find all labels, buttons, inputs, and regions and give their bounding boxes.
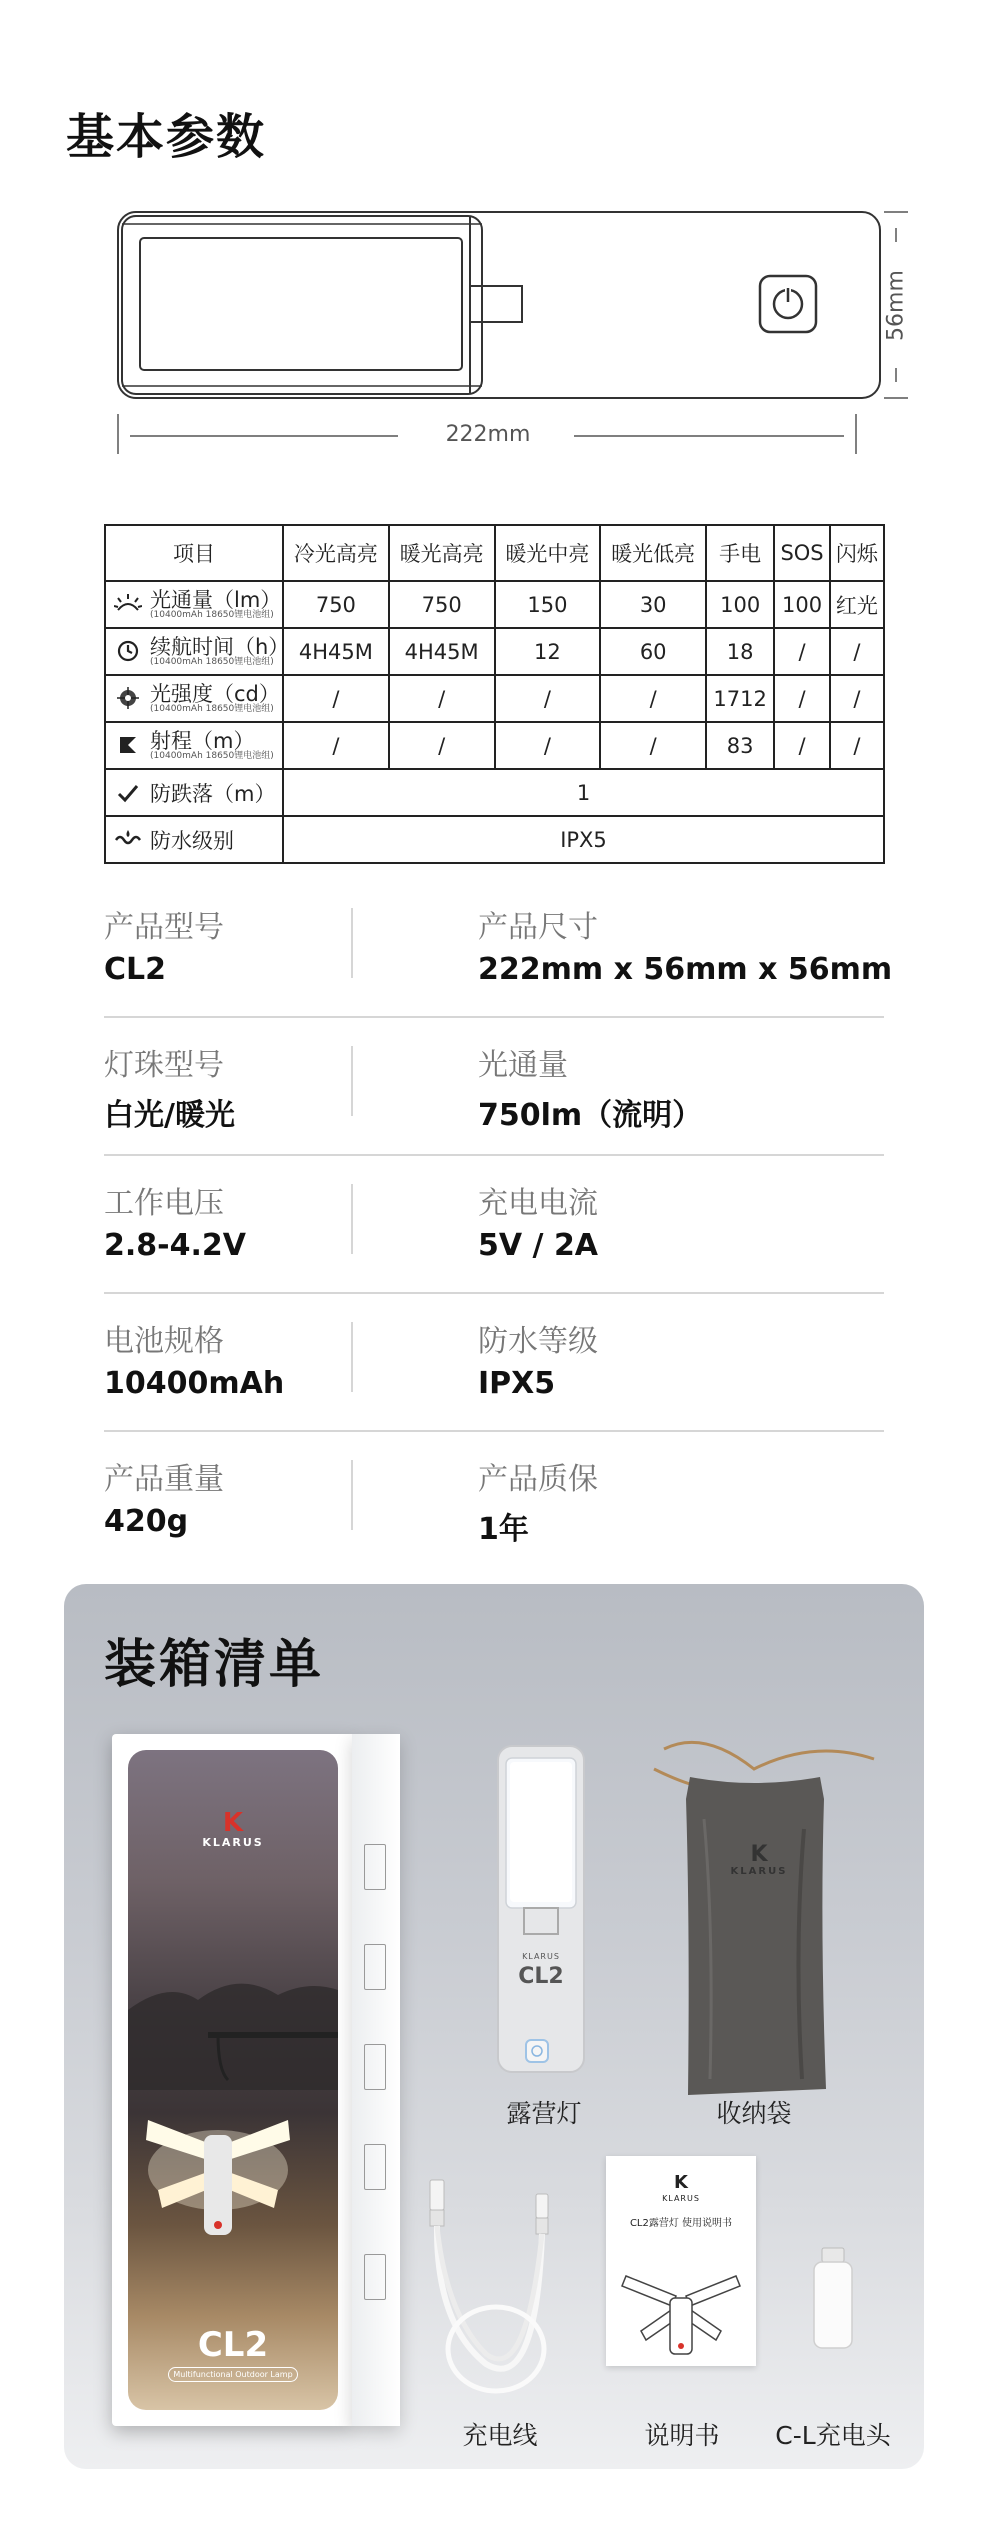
box-model-label: CL2 — [197, 2325, 269, 2365]
param-value: 2.8-4.2V — [104, 1228, 246, 1263]
charging-cable-image — [426, 2174, 576, 2404]
product-box-image — [112, 1734, 400, 2426]
param-value: 222mm x 56mm x 56mm — [478, 952, 893, 987]
divider — [351, 1460, 353, 1530]
table-cell: 100 — [774, 581, 830, 628]
divider — [351, 1322, 353, 1392]
param-label: 灯珠型号 — [104, 1048, 224, 1083]
row-label: 光通量（lm） — [150, 587, 282, 612]
table-cell: / — [283, 722, 389, 769]
param-label: 产品尺寸 — [478, 910, 598, 945]
table-cell: 1 — [283, 769, 884, 816]
row-label: 防跌落（m） — [150, 781, 276, 806]
table-cell: 红光 — [830, 581, 884, 628]
table-row — [105, 816, 884, 863]
divider — [351, 908, 353, 978]
table-cell: / — [830, 675, 884, 722]
param-label: 电池规格 — [104, 1324, 224, 1359]
spec-table — [104, 524, 885, 864]
table-cell: / — [495, 675, 601, 722]
table-cell: / — [830, 722, 884, 769]
lamp-brand-label: KLARUS — [522, 1952, 560, 1961]
klarus-k-icon: K — [222, 1808, 244, 1838]
divider — [351, 1046, 353, 1116]
table-cell: 12 — [495, 628, 601, 675]
table-cell: / — [389, 722, 495, 769]
table-header: 手电 — [706, 525, 774, 581]
clock-icon — [114, 637, 142, 665]
table-cell: 100 — [706, 581, 774, 628]
table-cell: / — [283, 675, 389, 722]
lamp-model-label: CL2 — [518, 1964, 564, 1989]
parameter-row — [104, 880, 893, 1018]
table-cell: / — [830, 628, 884, 675]
param-value: 750lm（流明） — [478, 1098, 703, 1133]
table-cell: / — [774, 628, 830, 675]
caption-bag: 收纳袋 — [716, 2099, 792, 2128]
table-cell: / — [600, 675, 706, 722]
camping-lamp-image — [496, 1744, 586, 2074]
bag-logo: K KLARUS — [704, 1844, 814, 1877]
section-title: 基本参数 — [66, 109, 267, 165]
table-header: 暖光高亮 — [389, 525, 495, 581]
row-label: 光强度（cd） — [150, 681, 280, 706]
divider — [351, 1184, 353, 1254]
table-cell: 4H45M — [283, 628, 389, 675]
param-label: 防水等级 — [478, 1324, 598, 1359]
sun-rays-icon — [114, 590, 142, 618]
parameters-list — [104, 880, 893, 1570]
table-cell: / — [600, 722, 706, 769]
table-row — [105, 769, 884, 816]
param-value: IPX5 — [478, 1366, 556, 1401]
table-header: 项目 — [105, 525, 283, 581]
table-row — [105, 628, 884, 675]
check-icon — [114, 779, 142, 807]
table-cell: / — [495, 722, 601, 769]
table-cell: 30 — [600, 581, 706, 628]
caption-lamp: 露营灯 — [506, 2099, 582, 2128]
param-label: 工作电压 — [104, 1186, 224, 1221]
box-tagline: Multifunctional Outdoor Lamp — [168, 2367, 298, 2382]
packing-title: 装箱清单 — [104, 1635, 325, 1695]
table-cell: 1712 — [706, 675, 774, 722]
usb-c-lightning-adapter-image — [808, 2244, 858, 2354]
table-row — [105, 675, 884, 722]
height-dimension-label: 56mm — [883, 270, 909, 341]
param-value: 1年 — [478, 1512, 529, 1547]
water-icon — [114, 826, 142, 854]
table-header: SOS — [774, 525, 830, 581]
table-header: 闪烁 — [830, 525, 884, 581]
table-cell: 750 — [389, 581, 495, 628]
table-cell: 150 — [495, 581, 601, 628]
param-value: 420g — [104, 1504, 189, 1539]
table-cell: / — [774, 722, 830, 769]
caption-cable: 充电线 — [462, 2421, 538, 2450]
caption-manual: 说明书 — [644, 2421, 720, 2450]
param-value: 5V / 2A — [478, 1228, 599, 1263]
target-icon — [114, 684, 142, 712]
caption-adapter: C-L充电头 — [775, 2421, 891, 2450]
table-header: 暖光中亮 — [495, 525, 601, 581]
table-cell: 60 — [600, 628, 706, 675]
table-cell: 18 — [706, 628, 774, 675]
storage-bag-image — [644, 1729, 884, 2109]
product-dimension-drawing — [100, 200, 920, 460]
row-label: 防水级别 — [150, 828, 234, 853]
parameter-row — [104, 1294, 884, 1432]
table-header: 暖光低亮 — [600, 525, 706, 581]
klarus-k-icon: K — [674, 2172, 688, 2193]
table-cell: 4H45M — [389, 628, 495, 675]
row-label: 射程（m） — [150, 728, 255, 753]
param-label: 光通量 — [478, 1048, 568, 1083]
table-row — [105, 581, 884, 628]
table-cell: / — [774, 675, 830, 722]
packing-list-panel — [64, 1584, 924, 2469]
klarus-logo: K KLARUS — [178, 1810, 288, 1849]
user-manual-image — [606, 2156, 756, 2366]
beam-icon — [114, 731, 142, 759]
row-sublabel: (10400mAh 18650锂电池组) — [150, 609, 274, 620]
length-dimension-label: 222mm — [445, 422, 531, 447]
param-label: 产品重量 — [104, 1462, 224, 1497]
table-cell: 750 — [283, 581, 389, 628]
manual-brand: KLARUS — [662, 2194, 700, 2203]
parameter-row — [104, 1156, 884, 1294]
parameter-row — [104, 1018, 884, 1156]
param-label: 产品质保 — [478, 1462, 598, 1497]
table-header: 冷光高亮 — [283, 525, 389, 581]
parameter-row — [104, 1432, 884, 1570]
table-row — [105, 722, 884, 769]
table-cell: 83 — [706, 722, 774, 769]
row-sublabel: (10400mAh 18650锂电池组) — [150, 656, 274, 667]
manual-title: CL2露营灯 使用说明书 — [629, 2218, 733, 2229]
param-value: 白光/暖光 — [104, 1098, 235, 1133]
row-sublabel: (10400mAh 18650锂电池组) — [150, 750, 274, 761]
param-label: 产品型号 — [104, 910, 224, 945]
param-value: 10400mAh — [104, 1366, 285, 1401]
klarus-k-icon: K — [750, 1842, 768, 1867]
param-value: CL2 — [104, 952, 167, 987]
table-cell: / — [389, 675, 495, 722]
row-label: 续航时间（h） — [150, 634, 290, 659]
row-sublabel: (10400mAh 18650锂电池组) — [150, 703, 274, 714]
table-header-row — [105, 525, 884, 581]
param-label: 充电电流 — [478, 1186, 598, 1221]
table-cell: IPX5 — [283, 816, 884, 863]
